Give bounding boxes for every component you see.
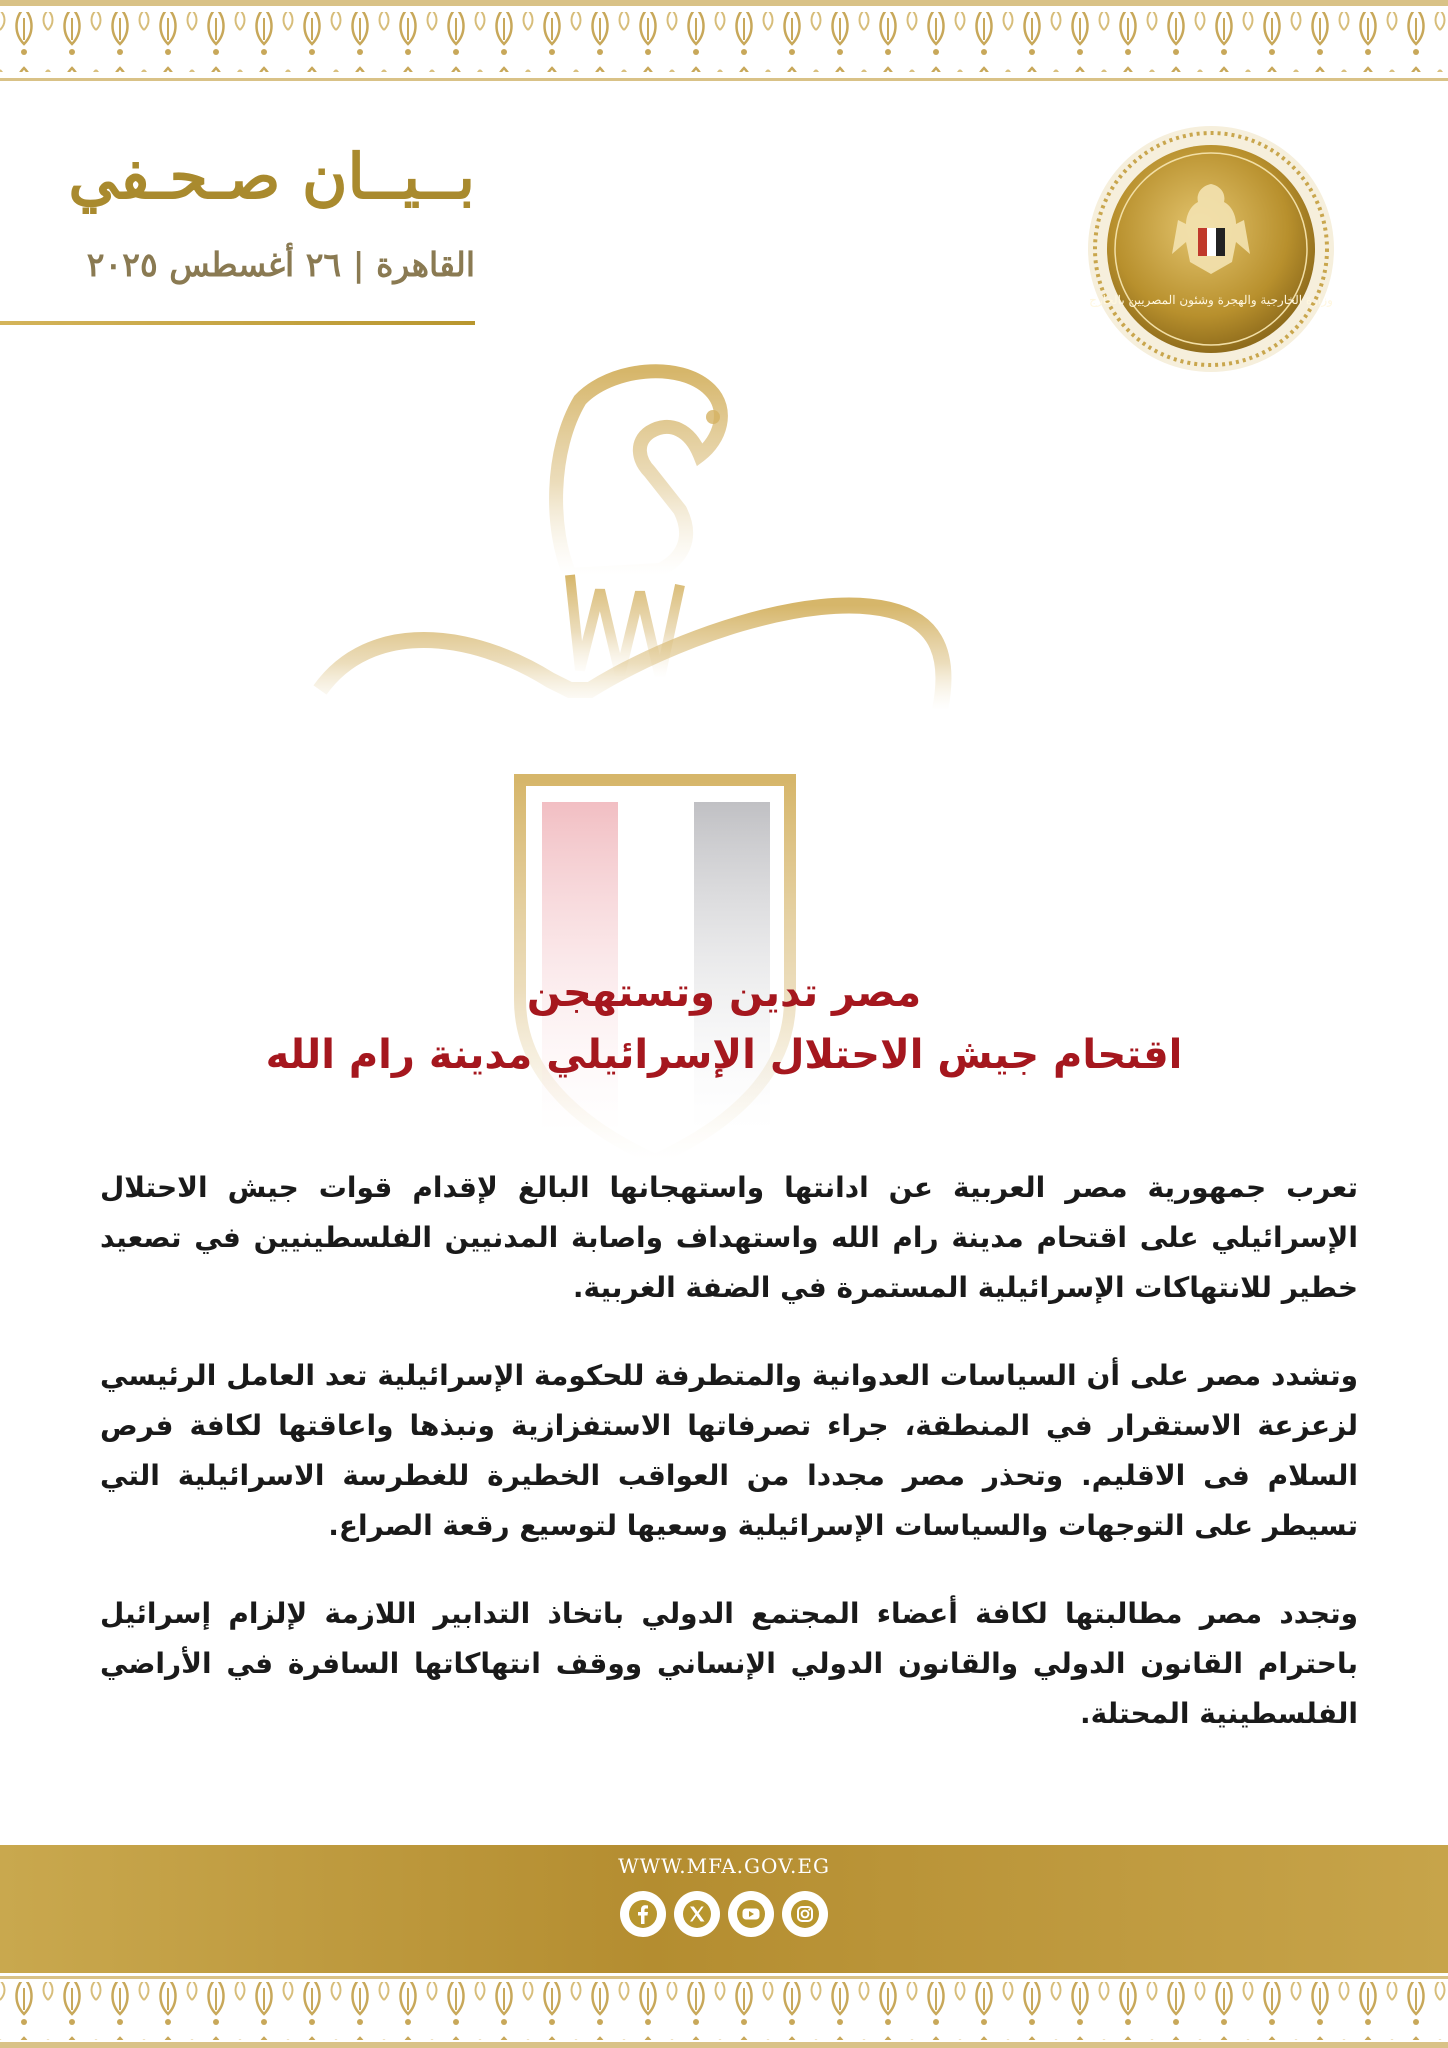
bottom-ornamental-border xyxy=(0,1970,1448,2048)
ministry-seal xyxy=(1086,124,1336,374)
headline-line-2: اقتحام جيش الاحتلال الإسرائيلي مدينة رام الله xyxy=(265,1032,1183,1078)
facebook-icon[interactable] xyxy=(620,1891,666,1937)
paragraph-3: وتجدد مصر مطالبتها لكافة أعضاء المجتمع الدولي باتخاذ التدابير اللازمة لإلزام إسرائيل باحترام القانون الدولي والقانون الدولي الإنساني ووقف انتهاكاتها السافرة في الأراضي الفلسطينية المحتلة. xyxy=(100,1597,1358,1730)
statement-body xyxy=(100,1163,1358,1777)
x-icon[interactable] xyxy=(674,1891,720,1937)
website-link[interactable]: WWW.MFA.GOV.EG xyxy=(618,1854,830,1878)
paragraph-1: تعرب جمهورية مصر العربية عن ادانتها واستهجانها البالغ لإقدام قوات جيش الاحتلال الإسرائيلي على اقتحام مدينة رام الله واستهداف واصابة المدنيين الفلسطينيين في تصعيد خطير للانتهاكات الإسرائيلية المستمرة في الضفة الغربية. xyxy=(100,1171,1358,1304)
document-title: بــيــان صـحـفي xyxy=(68,140,475,213)
headline xyxy=(100,965,1348,1083)
instagram-icon[interactable] xyxy=(782,1891,828,1937)
dateline: القاهرة | ٢٦ أغسطس ٢٠٢٥ xyxy=(86,245,475,284)
header-divider xyxy=(0,321,475,325)
youtube-icon[interactable] xyxy=(728,1891,774,1937)
header-block xyxy=(0,140,475,330)
headline-line-1: مصر تدين وتستهجن xyxy=(526,970,922,1016)
seal-ministry-name: وزارة الخارجية والهجرة وشئون المصريين بالخارج xyxy=(1089,293,1333,307)
top-ornamental-border xyxy=(0,0,1448,88)
paragraph-2: وتشدد مصر على أن السياسات العدوانية والمتطرفة للحكومة الإسرائيلية تعد العامل الرئيسي لزعزعة الاستقرار في المنطقة، جراء تصرفاتها الاستفزازية ونبذها واعاقتها لكافة فرص السلام فى الاقليم. وتحذر مصر مجددا من العواقب الخطيرة للغطرسة الاسرائيلية التي تسيطر على التوجهات والسياسات الإسرائيلية وسعيها لتوسيع رقعة الصراع. xyxy=(100,1359,1358,1542)
social-links xyxy=(620,1891,828,1939)
